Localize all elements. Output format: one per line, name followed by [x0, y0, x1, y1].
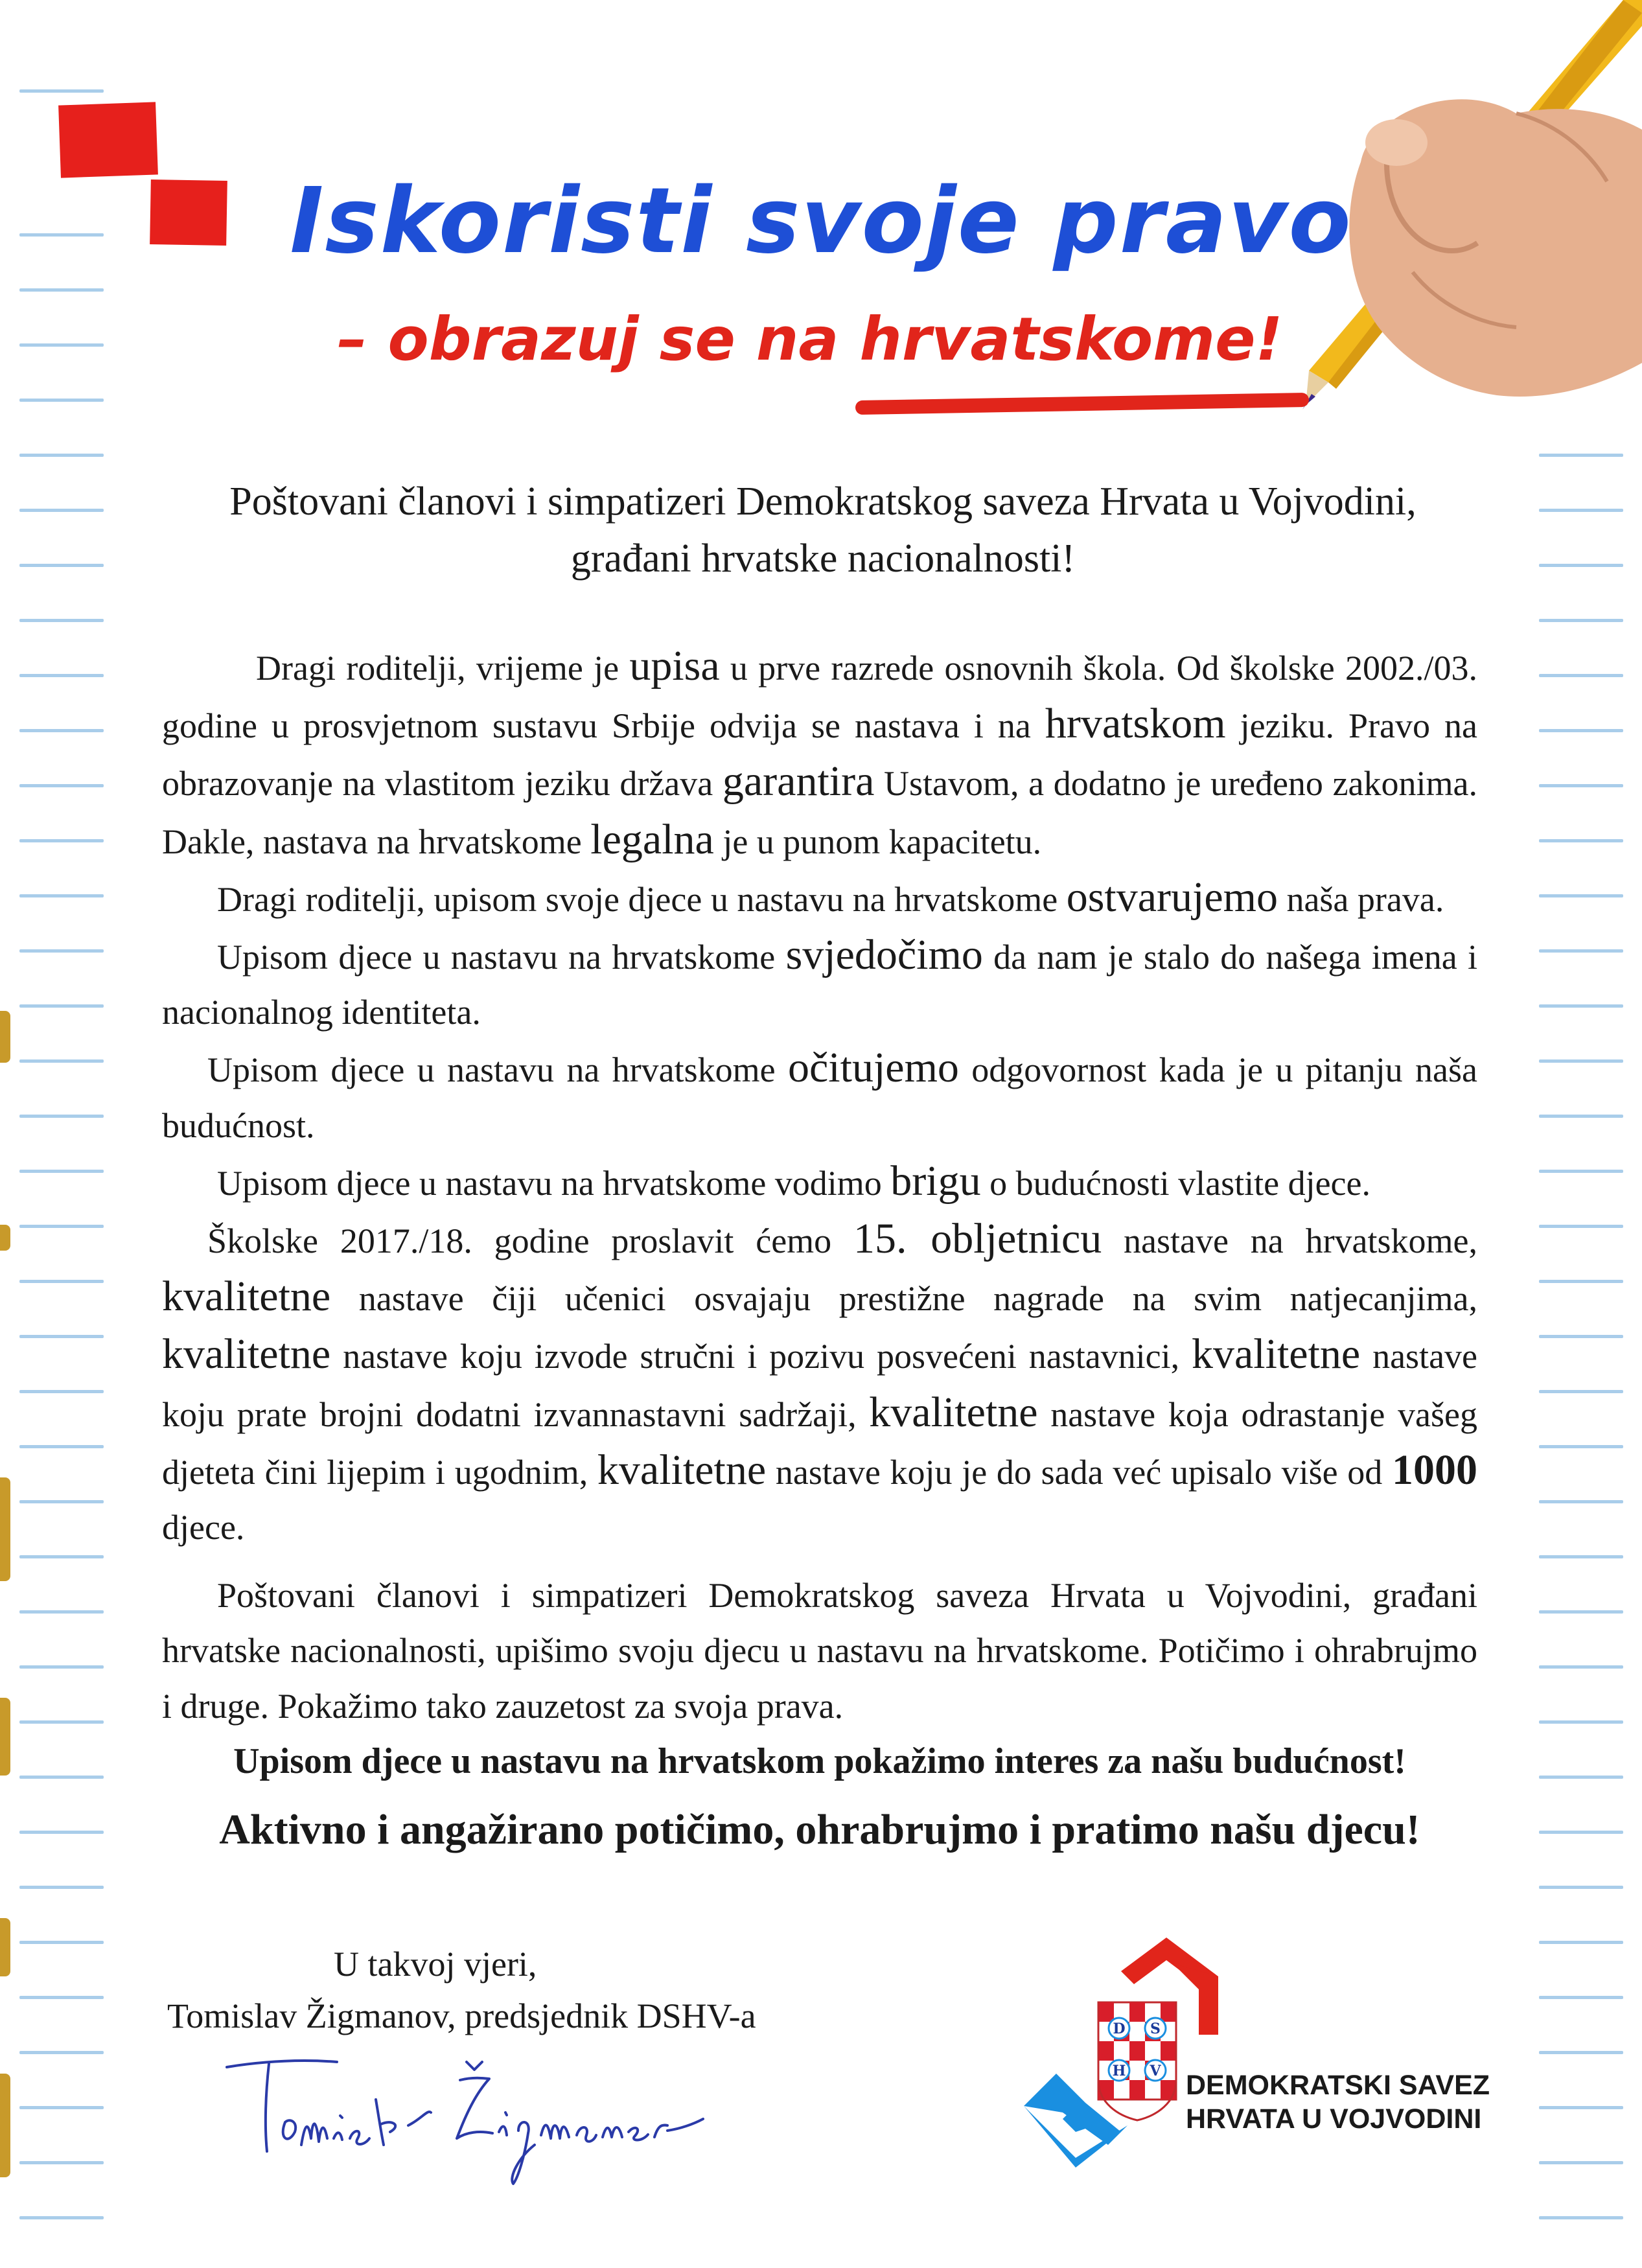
paragraph-spacer [162, 1555, 1477, 1568]
letter-body [162, 638, 1477, 1857]
text-run: u prve razrede osnovnih škola. Od školske 2002./03. godine u prosvjetnom sustavu Srbije odvija se nastava i na [162, 649, 1478, 746]
logo-text [1186, 2068, 1490, 2136]
margin-dash [19, 729, 104, 732]
margin-dash [19, 1390, 104, 1393]
margin-dash [19, 1500, 104, 1503]
greeting [117, 473, 1529, 587]
margin-dash [1539, 1500, 1623, 1503]
emphasis-word: legalna [590, 815, 714, 863]
text-run: jeziku. Pravo na obrazovanje na vlastitom jeziku država [162, 706, 1477, 804]
margin-dash [19, 1170, 104, 1173]
margin-dash [1539, 1115, 1623, 1118]
margin-dash [19, 564, 104, 567]
text-run: da nam je stalo do našega imena i nacionalnog identiteta. [162, 938, 1477, 1032]
margin-dash [19, 674, 104, 677]
signature-icon [214, 2048, 719, 2190]
emphasis-word: kvalitetne [597, 1446, 767, 1494]
emphasis-word: 15. obljetnicu [853, 1215, 1102, 1263]
bold-statement-2: Aktivno i angažirano potičimo, ohrabrujmo i pratimo našu djecu! [219, 1806, 1420, 1854]
margin-dash [1539, 1335, 1623, 1338]
margin-dash [19, 399, 104, 402]
margin-dash [19, 1886, 104, 1889]
margin-dash [1539, 1831, 1623, 1834]
binder-mark [0, 1225, 10, 1251]
margin-dash [19, 619, 104, 622]
margin-dash [1539, 2051, 1623, 2054]
margin-dash [1539, 1776, 1623, 1779]
text-run: nastave koju je do sada već upisalo više od [766, 1452, 1392, 1492]
emblem-letter: S [1150, 2020, 1161, 2037]
margin-dash [1539, 1555, 1623, 1558]
margin-dash [19, 1941, 104, 1944]
emblem-letter: H [1112, 2063, 1126, 2079]
emblem-letter: V [1150, 2063, 1161, 2079]
margin-dash [19, 2216, 104, 2219]
margin-dash [1539, 729, 1623, 732]
margin-dash [19, 1996, 104, 1999]
text-run: Upisom djece u nastavu na hrvatskome [217, 938, 786, 977]
margin-dash [19, 89, 104, 93]
margin-dash [19, 784, 104, 787]
paragraph-3 [162, 927, 1477, 1040]
margin-dash [1539, 1996, 1623, 1999]
emphasis-word: upisa [629, 642, 720, 689]
margin-dash [19, 1280, 104, 1283]
emphasis-word: kvalitetne [162, 1273, 331, 1321]
margin-dash [1539, 1720, 1623, 1724]
paragraph-1 [162, 638, 1477, 870]
text-run: o budućnosti vlastite djece. [980, 1163, 1370, 1203]
text-run: djece. [162, 1508, 245, 1547]
margin-dash [1539, 1170, 1623, 1173]
paragraph-2 [162, 870, 1477, 927]
margin-dash [1539, 1225, 1623, 1228]
binder-mark [0, 1477, 10, 1581]
emphasis-word: garantira [722, 758, 875, 805]
emphasis-word: kvalitetne [869, 1388, 1038, 1436]
emblem-letter: D [1113, 2020, 1126, 2037]
text-run: odgovornost kada je u pitanju naša budućnost. [162, 1050, 1477, 1145]
emphasis-number: 1000 [1391, 1446, 1477, 1494]
text-run: nastave čiji učenici osvajaju prestižne nagrade na svim natjecanjima, [330, 1279, 1477, 1319]
margin-dash [19, 1776, 104, 1779]
paragraph-6 [162, 1211, 1477, 1555]
paragraph-5 [162, 1153, 1477, 1211]
margin-dash [19, 454, 104, 457]
binder-mark [0, 1918, 10, 1976]
text-run: nastave koja odrastanje vašeg djeteta čini lijepim i ugodnim, [162, 1394, 1478, 1492]
paragraph-4 [162, 1040, 1477, 1153]
bold-statement-1: Upisom djece u nastavu na hrvatskom pokažimo interes za našu budućnost! [233, 1741, 1406, 1781]
page-title: Iskoristi svoje pravo [290, 168, 1352, 274]
margin-dash [19, 894, 104, 897]
margin-dash [1539, 1941, 1623, 1944]
margin-dash [1539, 894, 1623, 897]
margin-dash [19, 509, 104, 512]
margin-dash [19, 1115, 104, 1118]
text-run: Dragi roditelji, upisom svoje djece u nastavu na hrvatskome [217, 879, 1067, 919]
margin-dash [1539, 1004, 1623, 1008]
emphasis-word: kvalitetne [1192, 1330, 1361, 1378]
margin-dash [1539, 2161, 1623, 2164]
logo-text-line-2: HRVATA U VOJVODINI [1186, 2103, 1482, 2135]
text-run: Upisom djece u nastavu na hrvatskome vodimo [217, 1163, 891, 1203]
text-run: naša prava. [1277, 879, 1444, 919]
margin-dash [19, 343, 104, 347]
margin-dash [1539, 1059, 1623, 1063]
red-underline-stroke [855, 393, 1309, 415]
binder-mark [0, 2074, 10, 2177]
greeting-line-2: građani hrvatske nacionalnosti! [570, 537, 1076, 581]
binder-mark [0, 1698, 10, 1776]
margin-dash [19, 1555, 104, 1558]
margin-dash [19, 1335, 104, 1338]
emphasis-word: kvalitetne [162, 1330, 331, 1378]
text-run: Dragi roditelji, vrijeme je [256, 649, 630, 688]
emphasis-word: brigu [890, 1157, 981, 1205]
dshv-logo-icon [1024, 1938, 1516, 2171]
closing-line-2: Tomislav Žigmanov, predsjednik DSHV-a [167, 1996, 756, 2035]
margin-dash [1539, 619, 1623, 622]
margin-dash [1539, 674, 1623, 677]
text-run: nastave koju prate brojni dodatni izvannastavni sadržaji, [162, 1337, 1478, 1434]
greeting-line-1: Poštovani članovi i simpatizeri Demokratskog saveza Hrvata u Vojvodini, [229, 480, 1417, 524]
margin-dash [19, 1445, 104, 1448]
margin-dash [1539, 1886, 1623, 1889]
margin-dash [1539, 2216, 1623, 2219]
text-run: nastave koju izvode stručni i pozivu posvećeni nastavnici, [330, 1337, 1192, 1376]
margin-dash [19, 1225, 104, 1228]
emphasis-word: hrvatskom [1045, 700, 1226, 748]
binder-mark [0, 1011, 10, 1063]
paragraph-7: Poštovani članovi i simpatizeri Demokratskog saveza Hrvata u Vojvodini, građani hrvatske nacionalnosti, upišimo svoju djecu u nastavu na hrvatskome. Potičimo i ohrabrujmo i druge. Pokažimo tako zauzetost za svoja prava. [162, 1576, 1477, 1726]
margin-dash [1539, 949, 1623, 953]
text-run: Upisom djece u nastavu na hrvatskome [207, 1050, 788, 1090]
red-marker-square [58, 102, 158, 178]
margin-dash [19, 1059, 104, 1063]
margin-dash [1539, 454, 1623, 457]
margin-dash [1539, 564, 1623, 567]
margin-dash [19, 1665, 104, 1669]
emphasis-word: ostvarujemo [1066, 873, 1278, 921]
margin-dash [1539, 1445, 1623, 1448]
margin-dash [1539, 1665, 1623, 1669]
margin-dash [19, 288, 104, 292]
margin-dash [19, 949, 104, 953]
emphasis-word: svjedočimo [785, 931, 983, 979]
margin-dash [19, 1831, 104, 1834]
page-subtitle: – obrazuj se na hrvatskome! [337, 305, 1283, 374]
margin-dash [19, 2106, 104, 2109]
margin-dash [19, 2161, 104, 2164]
margin-dash [1539, 1610, 1623, 1614]
margin-dash [1539, 784, 1623, 787]
text-run: Ustavom, a dodatno je uređeno zakonima. Dakle, nastava na hrvatskome [162, 764, 1477, 861]
text-run: Školske 2017./18. godine proslavit ćemo [207, 1221, 853, 1261]
margin-dash [19, 1004, 104, 1008]
margin-dash [1539, 839, 1623, 842]
margin-dash [19, 839, 104, 842]
logo-text-line-1: DEMOKRATSKI SAVEZ [1186, 2070, 1490, 2101]
closing-line-1: U takvoj vjeri, [334, 1945, 537, 1984]
margin-dash [1539, 509, 1623, 512]
margin-dash [1539, 1390, 1623, 1393]
margin-dash [19, 2051, 104, 2054]
text-run: nastave na hrvatskome, [1102, 1221, 1478, 1261]
emphasis-word: očitujemo [788, 1044, 959, 1092]
margin-dash [1539, 2106, 1623, 2109]
margin-dash [19, 1720, 104, 1724]
margin-dash [1539, 1280, 1623, 1283]
margin-dash [19, 1610, 104, 1614]
text-run: je u punom kapacitetu. [713, 822, 1042, 861]
